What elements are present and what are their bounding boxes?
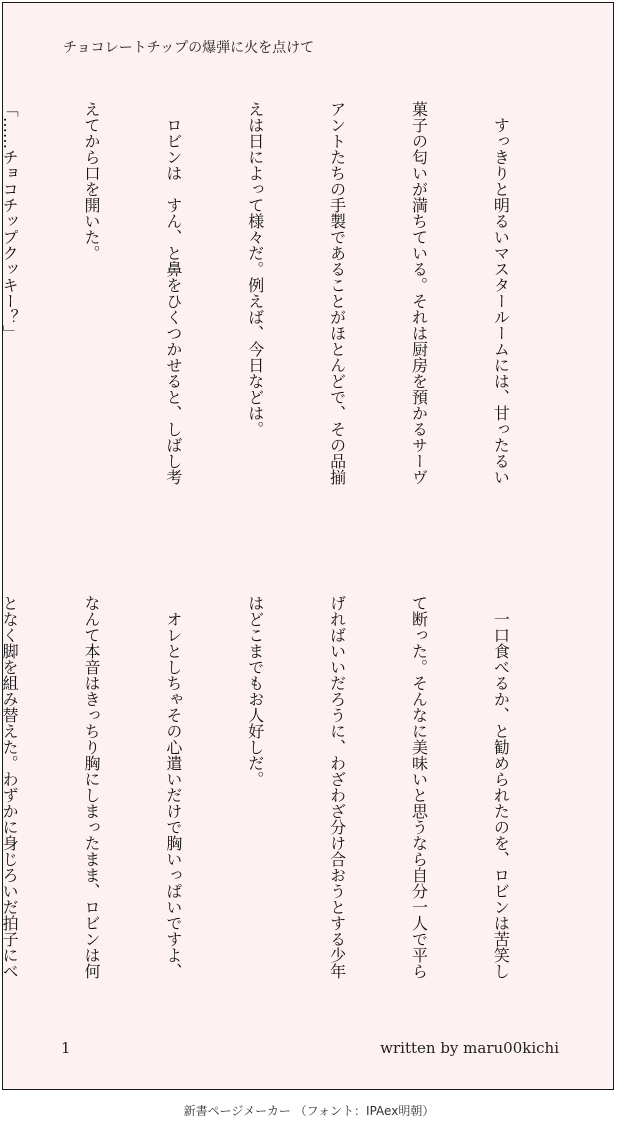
text-line: げればいいだろうに、わざわざ分け合おうとする少年 [327, 595, 347, 979]
book-page [2, 2, 614, 1090]
text-line: 菓子の匂いが満ちている。それは厨房を預かるサーヴ [409, 101, 429, 485]
text-line: て断った。そんなに美味いと思うなら自分一人で平ら [409, 595, 429, 979]
text-line: ロビンは すん、と鼻をひくつかせると、しばし考 [163, 101, 183, 485]
text-line: アントたちの手製であることがほとんどで、その品揃 [327, 101, 347, 485]
page-number: 1 [61, 1039, 71, 1057]
text-column-bottom [0, 595, 569, 1035]
text-line: すっきりと明るいマスタールームには、甘ったるい [491, 101, 511, 485]
text-line: えてから口を開いた。 [81, 101, 101, 261]
generator-credit: 新書ページメーカー （フォント：IPAex明朝） [183, 1104, 435, 1118]
text-line: 「……チョコチップクッキー？」 [0, 101, 20, 341]
text-column-top [0, 101, 569, 541]
text-line: オレとしちゃその心遣いだけで胸いっぱいですよ、 [163, 595, 183, 979]
text-line: 一口食べるか、と勧められたのを、ロビンは苦笑し [491, 595, 511, 979]
text-line: となく脚を組み替えた。わずかに身じろいだ拍子にベ [0, 595, 20, 979]
page-title: チョコレートチップの爆弾に火を点けて [63, 40, 315, 56]
text-line: はどこまでもお人好しだ。 [245, 595, 265, 787]
author-credit: written by maru00kichi [380, 1039, 559, 1057]
text-line: なんて本音はきっちり胸にしまったまま、ロビンは何 [81, 595, 101, 979]
text-line: えは日によって様々だ。例えば、今日などは。 [245, 101, 265, 437]
